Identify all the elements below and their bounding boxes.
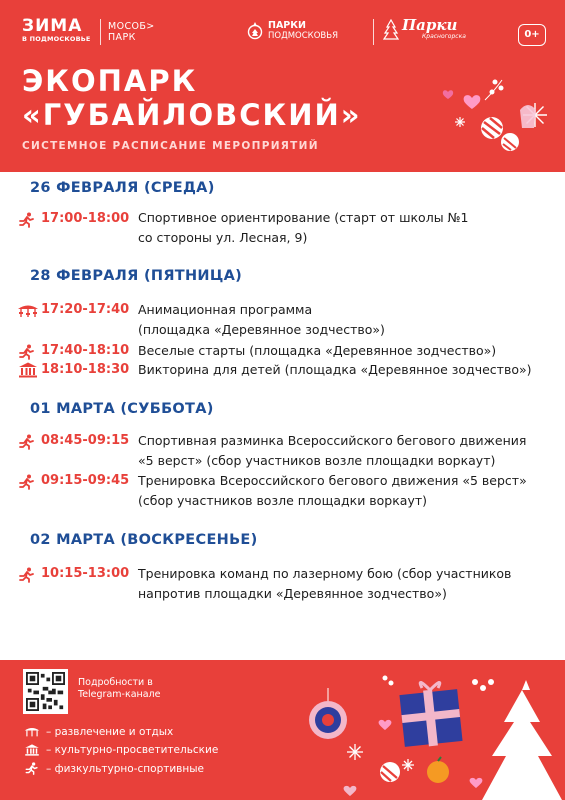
event-time: 17:00-18:00 xyxy=(41,211,130,226)
qr-code-icon xyxy=(26,672,65,711)
mosoblpark-logo xyxy=(108,21,155,43)
event-description-line: Викторина для детей (площадка «Деревянное зодчество») xyxy=(138,362,532,377)
winter-decoration-illustration xyxy=(440,70,565,170)
event-description-line: Веселые старты (площадка «Деревянное зодчество») xyxy=(138,343,497,358)
fir-tree-icon xyxy=(383,19,399,41)
legend-item-sports xyxy=(24,762,204,775)
footer-banner xyxy=(0,660,565,800)
event-description-line: «5 верст» (сбор участников возле площадки воркаут) xyxy=(138,453,496,468)
event-description-line: (площадка «Деревянное зодчество») xyxy=(138,322,385,337)
event-description xyxy=(138,471,558,511)
event-description-line: (сбор участников возле площадки воркаут) xyxy=(138,493,428,508)
carousel-icon xyxy=(24,726,40,738)
runner-icon xyxy=(18,474,36,490)
parki-logo-line1: ПАРКИ xyxy=(268,20,306,31)
logo-divider xyxy=(100,19,101,45)
museum-icon xyxy=(18,362,38,378)
parki-logo-line2: ПОДМОСКОВЬЯ xyxy=(268,31,338,41)
event-description xyxy=(138,341,558,361)
legend-label: – развлечение и отдых xyxy=(46,726,174,738)
parki-krasnogorska-logo xyxy=(383,18,466,41)
mosoblpark-logo-line2: ПАРК xyxy=(108,32,136,43)
event-description xyxy=(138,360,558,380)
event-description-line: Спортивная разминка Всероссийского бегового движения xyxy=(138,433,527,448)
title-line1: ЭКОПАРК xyxy=(22,64,198,98)
header-banner xyxy=(0,0,565,172)
event-time: 18:10-18:30 xyxy=(41,362,130,377)
runner-icon xyxy=(18,212,36,228)
event-description xyxy=(138,300,558,340)
event-description-line: Спортивное ориентирование (старт от школы №1 xyxy=(138,210,469,225)
telegram-qr-code[interactable] xyxy=(23,669,68,714)
day-heading: 26 ФЕВРАЛЯ (СРЕДА) xyxy=(30,180,215,196)
telegram-caption-line2: Telegram-канале xyxy=(78,689,161,700)
mosoblpark-logo-line1: МОСОБ> xyxy=(108,21,155,32)
event-description-line: Анимационная программа xyxy=(138,302,313,317)
telegram-caption-line1: Подробности в xyxy=(78,677,153,688)
event-description-line: со стороны ул. Лесная, 9) xyxy=(138,230,308,245)
event-description xyxy=(138,208,558,248)
event-description xyxy=(138,431,558,471)
runner-icon xyxy=(24,762,40,775)
event-time: 10:15-13:00 xyxy=(41,566,130,581)
telegram-caption xyxy=(78,677,160,701)
event-time: 09:15-09:45 xyxy=(41,473,130,488)
runner-icon xyxy=(18,567,36,583)
legend-label: – физкультурно-спортивные xyxy=(46,762,204,775)
logo-divider xyxy=(373,19,374,45)
legend-item-cultural xyxy=(24,744,218,756)
legend-item-entertainment xyxy=(24,726,173,738)
zima-logo-text: ЗИМА xyxy=(22,16,83,36)
museum-icon xyxy=(24,744,40,756)
zima-logo-subtext: В ПОДМОСКОВЬЕ xyxy=(22,35,91,43)
day-heading: 02 МАРТА (ВОСКРЕСЕНЬЕ) xyxy=(30,532,258,548)
parki-podmoskovya-logo xyxy=(247,20,338,42)
age-rating-badge: 0+ xyxy=(518,24,546,46)
page-title xyxy=(22,64,362,132)
legend-label: – культурно-просветительские xyxy=(46,744,219,756)
title-line2: «ГУБАЙЛОВСКИЙ» xyxy=(22,98,362,132)
holiday-illustration xyxy=(290,660,565,800)
krasnogorsk-logo-subtext: Красногорска xyxy=(422,33,466,40)
runner-icon xyxy=(18,434,36,450)
carousel-icon xyxy=(17,304,39,318)
zima-logo xyxy=(22,18,91,44)
event-description-line: Тренировка команд по лазерному бою (сбор участников xyxy=(138,566,512,581)
event-time: 08:45-09:15 xyxy=(41,433,130,448)
event-description-line: напротив площадки «Деревянное зодчество») xyxy=(138,586,447,601)
event-description-line: Тренировка Всероссийского бегового движения «5 верст» xyxy=(138,473,527,488)
runner-icon xyxy=(18,344,36,360)
event-time: 17:20-17:40 xyxy=(41,302,130,317)
event-description xyxy=(138,564,558,604)
event-time: 17:40-18:10 xyxy=(41,343,130,358)
day-heading: 28 ФЕВРАЛЯ (ПЯТНИЦА) xyxy=(30,268,243,284)
krasnogorsk-logo-text: Парки xyxy=(402,16,458,34)
day-heading: 01 МАРТА (СУББОТА) xyxy=(30,401,214,417)
page-subtitle: СИСТЕМНОЕ РАСПИСАНИЕ МЕРОПРИЯТИЙ xyxy=(22,140,319,152)
parki-emblem-icon xyxy=(247,20,263,42)
